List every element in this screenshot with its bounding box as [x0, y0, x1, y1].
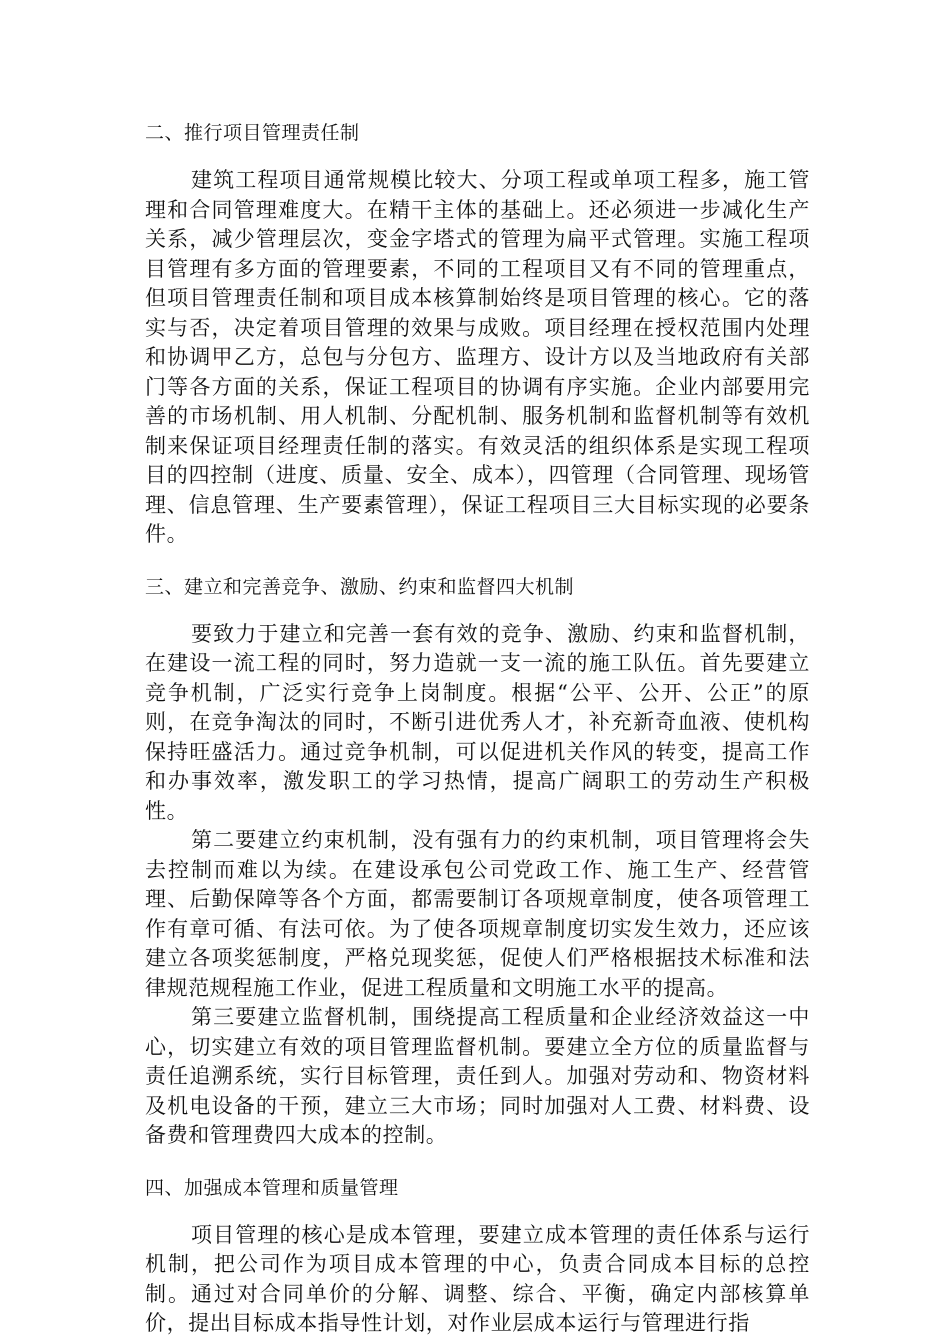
- section-2-paragraph: 建筑工程项目通常规模比较大、分项工程或单项工程多，施工管理和合同管理难度大。在精干主体的基础上。还必须进一步减化生产关系，减少管理层次，变金字塔式的管理为扁平式管理。实施工程项目管理有多方面的管理要素，不同的工程项目又有不同的管理重点，但项目管理责任制和项目成本核算制始终是项目管理的核心。它的落实与否，决定着项目管理的效果与成败。项目经理在授权范围内处理和协调甲乙方，总包与分包方、监理方、设计方以及当地政府有关部门等各方面的关系，保证工程项目的协调有序实施。企业内部要用完善的市场机制、用人机制、分配机制、服务机制和监督机制等有效机制来保证项目经理责任制的落实。有效灵活的组织体系是实现工程项目的四控制（进度、质量、安全、成本），四管理（合同管理、现场管理、信息管理、生产要素管理），保证工程项目三大目标实现的必要条件。: [145, 168, 810, 546]
- section-heading-3: 三、建立和完善竞争、激励、约束和监督四大机制: [145, 575, 575, 598]
- section-3-paragraph-2: 第二要建立约束机制，没有强有力的约束机制，项目管理将会失去控制而难以为续。在建设承包公司党政工作、施工生产、经营管理、后勤保障等各个方面，都需要制订各项规章制度，使各项管理工作有章可循、有法可依。为了使各项规章制度切实发生效力，还应该建立各项奖惩制度，严格兑现奖惩，促使人们严格根据技术标准和法律规范规程施工作业，促进工程质量和文明施工水平的提高。: [145, 828, 810, 1000]
- section-heading-4: 四、加强成本管理和质量管理: [145, 1176, 399, 1199]
- section-3-paragraph-3: 第三要建立监督机制，围绕提高工程质量和企业经济效益这一中心，切实建立有效的项目管理监督机制。要建立全方位的质量监督与责任追溯系统，实行目标管理，责任到人。加强对劳动和、物资材料及机电设备的干预，建立三大市场；同时加强对人工费、材料费、设备费和管理费四大成本的控制。: [145, 1005, 810, 1147]
- section-3-paragraph-1: 要致力于建立和完善一套有效的竞争、激励、约束和监督机制，在建设一流工程的同时，努力造就一支一流的施工队伍。首先要建立竞争机制，广泛实行竞争上岗制度。根据“公平、公开、公正”的原则，在竞争淘汰的同时，不断引进优秀人才，补充新奇血液、使机构保持旺盛活力。通过竞争机制，可以促进机关作风的转变，提高工作和办事效率，激发职工的学习热情，提高广阔职工的劳动生产积极性。: [145, 621, 810, 823]
- section-heading-2: 二、推行项目管理责任制: [145, 122, 360, 144]
- section-4-paragraph: 项目管理的核心是成本管理，要建立成本管理的责任体系与运行机制，把公司作为项目成本管理的中心，负责合同成本目标的总控制。通过对合同单价的分解、调整、综合、平衡，确定内部核算单价，提出目标成本指导性计划，对作业层成本运行与管理进行指: [145, 1222, 810, 1335]
- document-page: [145, 118, 810, 1339]
